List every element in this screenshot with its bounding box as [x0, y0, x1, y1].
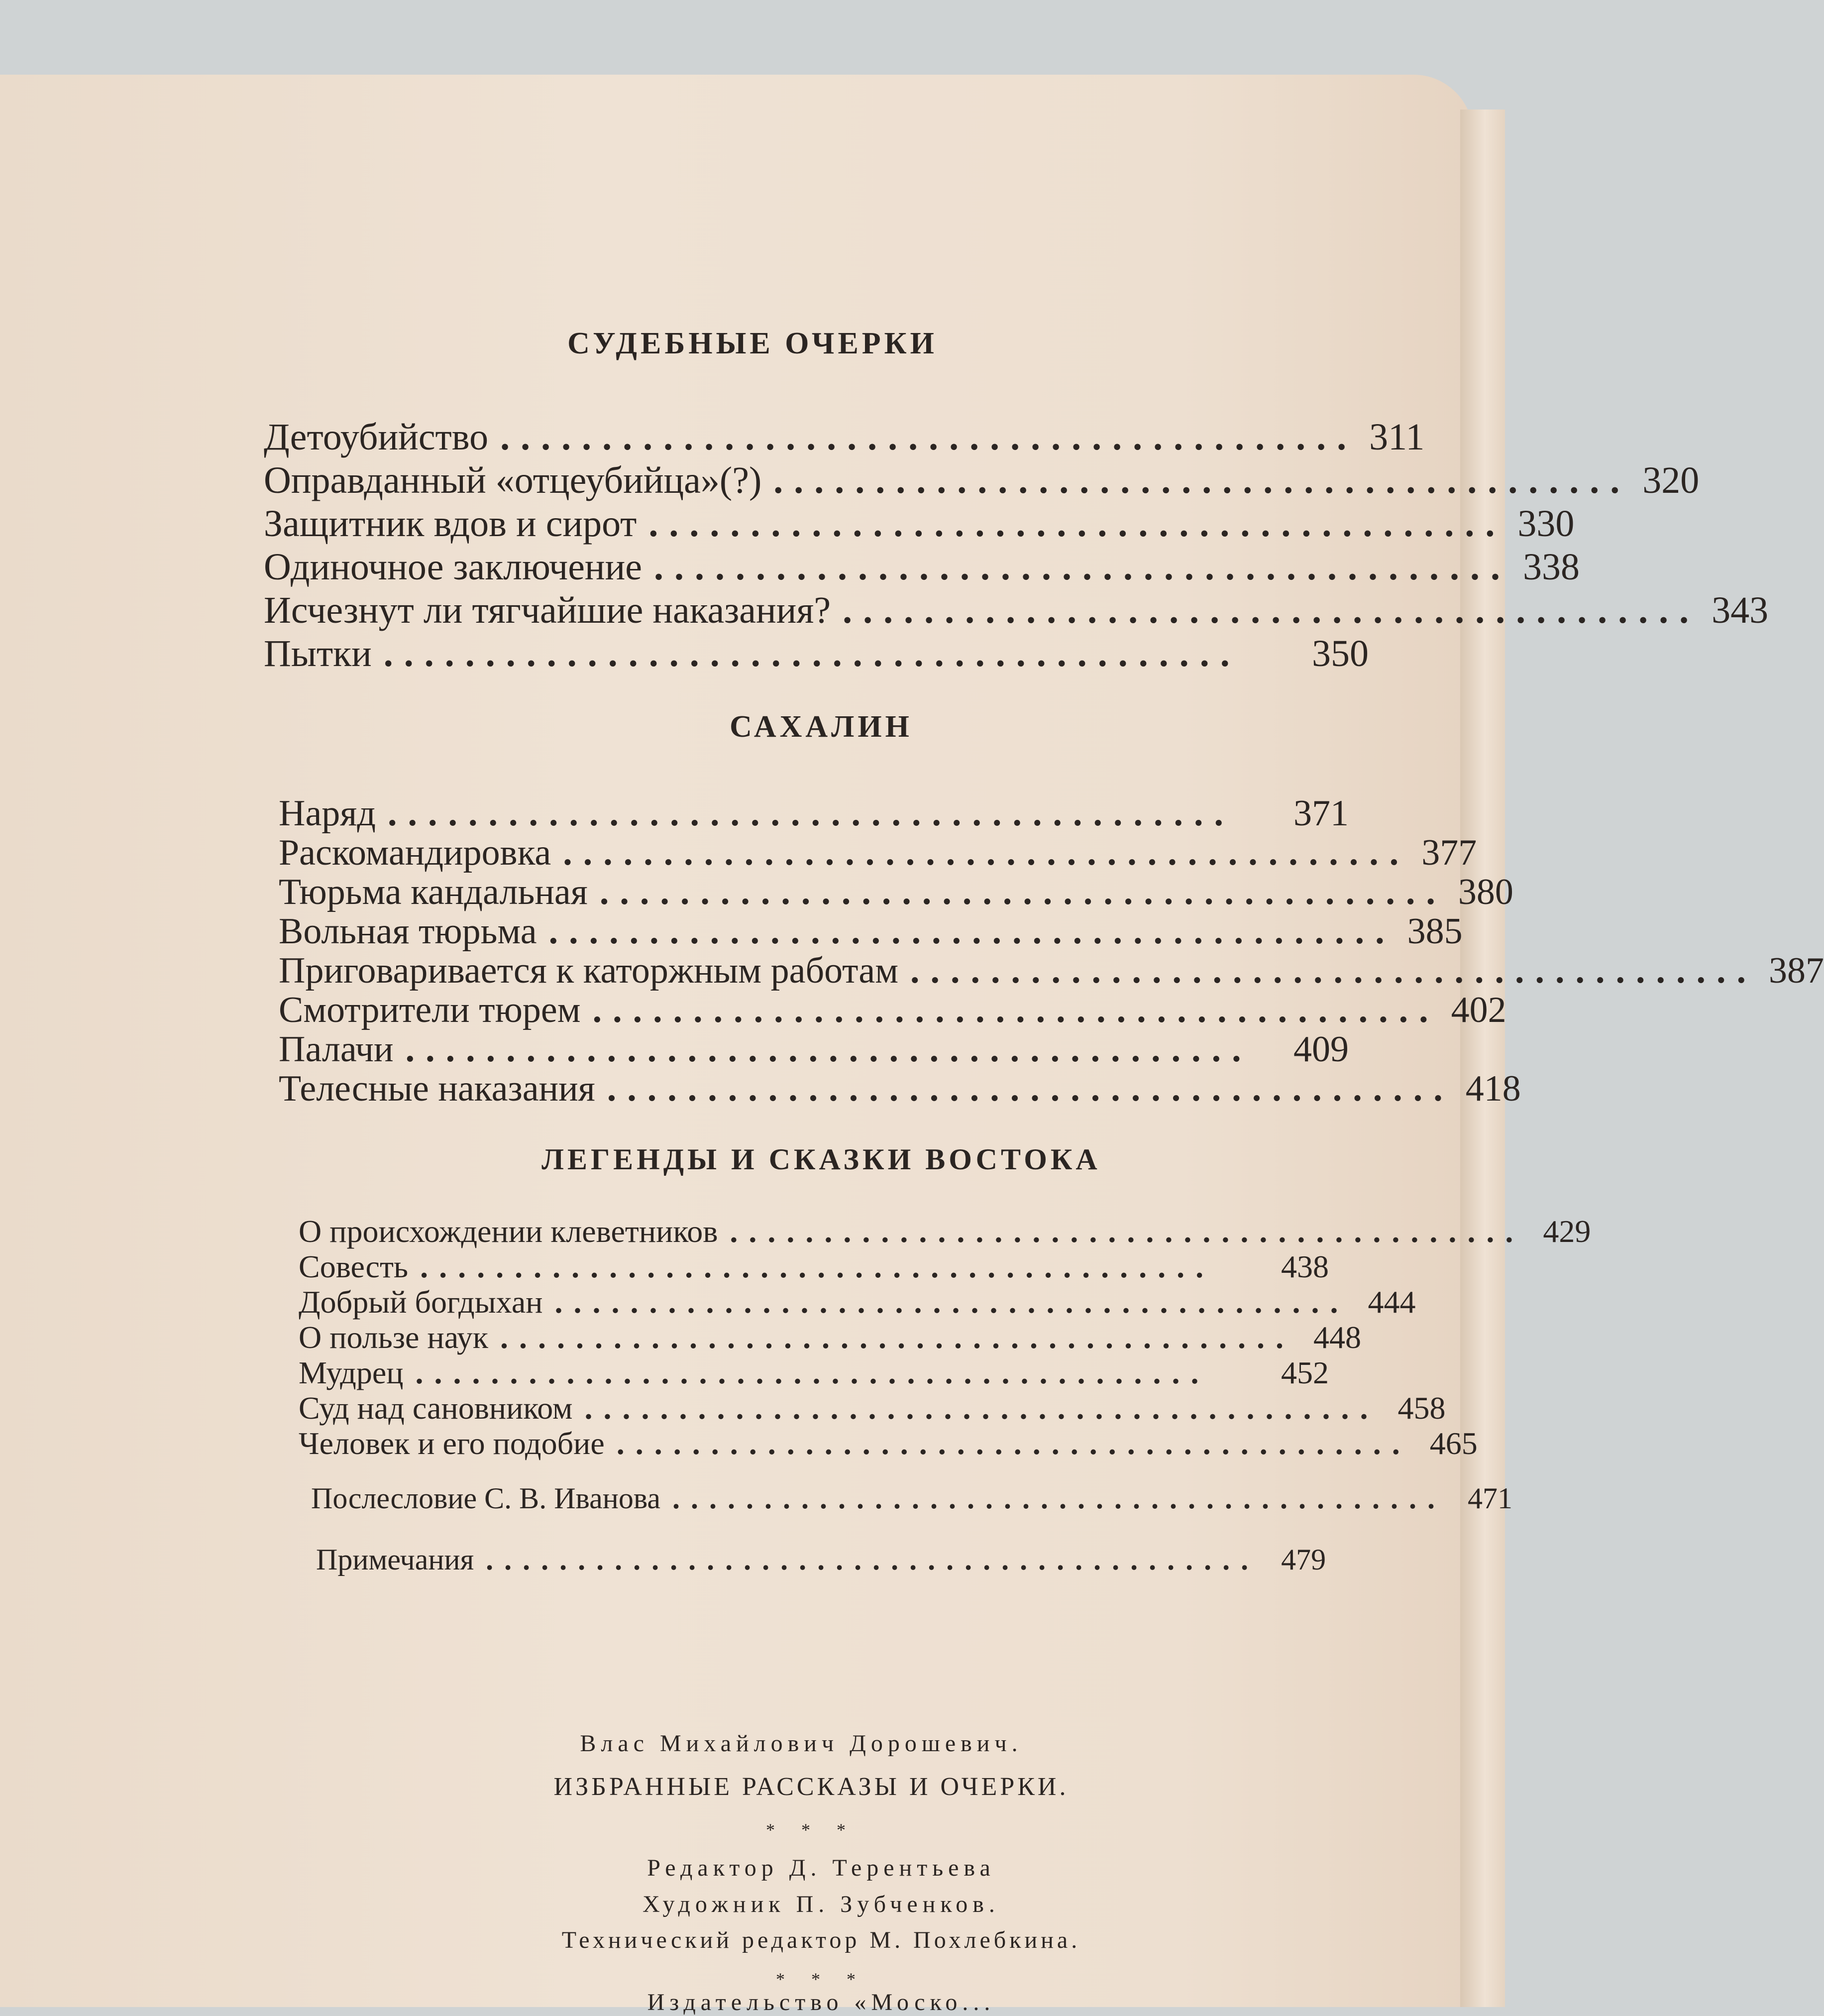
entry-title: О происхождении клеветников [299, 1214, 718, 1249]
entry-title: Приговаривается к каторжным работам [279, 950, 899, 991]
entry-title: О пользе наук [299, 1320, 488, 1355]
entry-page: 338 [1523, 546, 1580, 588]
toc-entry [299, 1426, 1478, 1461]
imprint-author: Влас Михайлович Дорошевич. [580, 1730, 1023, 1757]
imprint-separator-2: * * * [776, 1969, 866, 1989]
leader-dots: .......................................... [654, 546, 1511, 588]
entry-page: 343 [1712, 589, 1769, 631]
toc-entry [279, 832, 1477, 873]
toc-entry [264, 459, 1700, 502]
toc-entry [264, 589, 1769, 632]
leader-dots: .......................................... [405, 1029, 1252, 1070]
leader-dots: .......................................... [843, 589, 1700, 631]
entry-page: 465 [1429, 1426, 1478, 1461]
leader-dots: .......................................... [420, 1249, 1215, 1284]
toc-entry [299, 1320, 1361, 1355]
entry-title: Человек и его подобие [299, 1426, 605, 1461]
toc-entry [311, 1481, 1512, 1516]
imprint-editor: Редактор Д. Терентьева [647, 1855, 995, 1881]
toc-entry [299, 1390, 1446, 1426]
entry-page: 330 [1517, 503, 1575, 545]
imprint-book-title: ИЗБРАННЫЕ РАССКАЗЫ И ОЧЕРКИ. [553, 1773, 1069, 1801]
entry-page: 458 [1397, 1390, 1446, 1426]
entry-title: Тюрьма кандальная [279, 872, 588, 912]
leader-dots: .......................................... [548, 911, 1395, 952]
toc-notes [316, 1542, 1326, 1577]
toc-entry [264, 416, 1425, 459]
leader-dots: .......................................... [584, 1390, 1379, 1426]
imprint-separator: * * * [766, 1820, 857, 1840]
entry-page: 311 [1369, 416, 1425, 458]
toc-entry [279, 1030, 1349, 1069]
entry-title: Телесные наказания [279, 1068, 595, 1109]
toc-entry [264, 502, 1575, 546]
entry-title: Раскомандировка [279, 832, 551, 873]
leader-dots: .......................................... [648, 503, 1506, 545]
leader-dots: .......................................... [383, 633, 1241, 674]
entry-page: 385 [1407, 911, 1463, 952]
entry-page: 429 [1543, 1214, 1591, 1249]
leader-dots: .......................................... [616, 1426, 1411, 1461]
entry-page: 471 [1467, 1482, 1512, 1515]
entry-title: Добрый богдыхан [299, 1284, 543, 1320]
toc-entry [279, 872, 1513, 912]
entry-title: Мудрец [299, 1355, 404, 1390]
toc-entry [279, 950, 1824, 991]
entry-title: Примечания [316, 1543, 474, 1576]
entry-title: Исчезнут ли тягчайшие наказания? [264, 589, 831, 631]
entry-title: Оправданный «отцеубийца»(?) [264, 459, 762, 501]
imprint-tech-editor: Технический редактор М. Похлебкина. [561, 1927, 1081, 1953]
toc-section-3 [299, 1214, 1591, 1461]
leader-dots: .......................................... [563, 832, 1410, 873]
entry-title: Смотрители тюрем [279, 990, 581, 1030]
toc-entry [316, 1542, 1326, 1577]
leader-dots: .......................................... [730, 1214, 1524, 1249]
next-page-edge [1460, 110, 1505, 2007]
entry-page: 350 [1312, 633, 1369, 674]
leader-dots: .......................................... [910, 950, 1757, 991]
entry-title: Суд над сановником [299, 1390, 573, 1426]
entry-page: 448 [1313, 1320, 1361, 1355]
entry-page: 371 [1293, 793, 1349, 834]
entry-page: 377 [1421, 832, 1477, 873]
entry-title: Послесловие С. В. Иванова [311, 1482, 660, 1515]
toc-entry [279, 1068, 1521, 1109]
imprint-publisher: Издательство «Моско... [647, 1989, 995, 2016]
leader-dots: .......................................... [554, 1284, 1349, 1320]
entry-page: 380 [1458, 872, 1513, 912]
toc-entry [279, 990, 1506, 1030]
leader-dots: .......................................... [415, 1355, 1210, 1390]
entry-title: Пытки [264, 633, 372, 674]
toc-entry [279, 794, 1349, 833]
section-title-sakhalin: САХАЛИН [730, 710, 913, 744]
toc-entry [299, 1214, 1591, 1249]
entry-page: 438 [1281, 1249, 1329, 1284]
toc-section-2 [279, 793, 1824, 1109]
entry-page: 452 [1281, 1355, 1329, 1390]
imprint-artist: Художник П. Зубченков. [643, 1891, 1000, 1917]
entry-page: 479 [1281, 1543, 1326, 1576]
leader-dots: .......................................... [592, 990, 1439, 1030]
entry-title: Детоубийство [264, 416, 489, 458]
leader-dots: .......................................... [387, 793, 1234, 834]
leader-dots: .......................................... [500, 1320, 1294, 1355]
section-title-eastern-legends: ЛЕГЕНДЫ И СКАЗКИ ВОСТОКА [541, 1143, 1101, 1176]
entry-page: 387 [1769, 950, 1824, 991]
leader-dots: .......................................... [599, 872, 1446, 912]
leader-dots: .......................................... [486, 1543, 1260, 1576]
toc-entry [264, 546, 1580, 589]
leader-dots: .......................................... [773, 459, 1631, 501]
entry-title: Защитник вдов и сирот [264, 503, 637, 545]
entry-page: 320 [1642, 459, 1700, 501]
entry-page: 418 [1465, 1068, 1521, 1109]
leader-dots: .......................................... [672, 1482, 1446, 1515]
leader-dots: .......................................... [500, 416, 1358, 458]
entry-title: Совесть [299, 1249, 409, 1284]
toc-entry [299, 1249, 1329, 1284]
leader-dots: .......................................... [607, 1068, 1454, 1109]
toc-entry [299, 1284, 1416, 1320]
entry-title: Палачи [279, 1029, 394, 1070]
entry-page: 402 [1451, 990, 1506, 1030]
toc-afterword [311, 1481, 1512, 1516]
entry-title: Вольная тюрьма [279, 911, 537, 952]
section-title-court-essays: СУДЕБНЫЕ ОЧЕРКИ [567, 327, 938, 360]
toc-entry [264, 632, 1369, 675]
entry-page: 409 [1293, 1029, 1349, 1070]
toc-section-1 [264, 416, 1769, 675]
entry-title: Одиночное заключение [264, 546, 642, 588]
toc-entry [299, 1355, 1329, 1390]
entry-title: Наряд [279, 793, 376, 834]
toc-entry [279, 911, 1463, 952]
entry-page: 444 [1368, 1284, 1416, 1320]
